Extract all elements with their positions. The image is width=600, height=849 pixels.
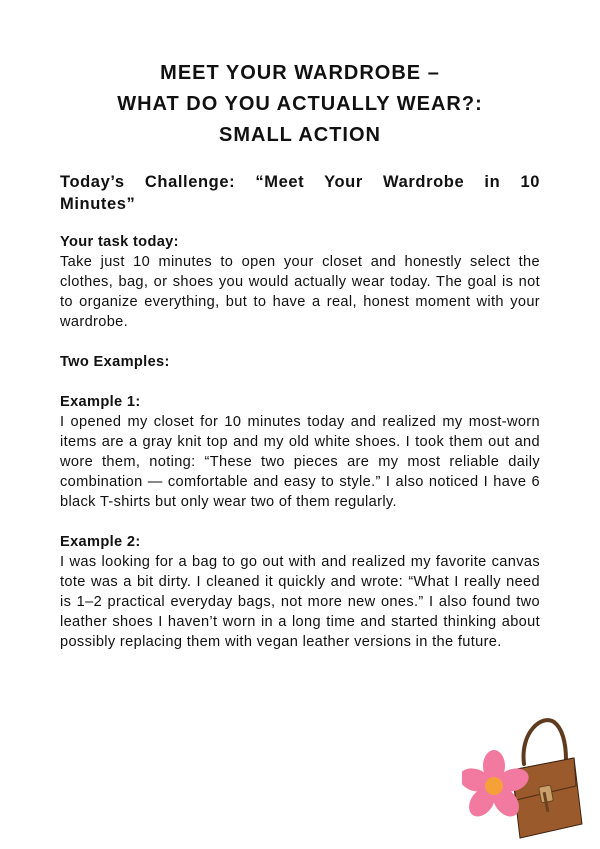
task-text: Take just 10 minutes to open your closet and honestly select the clothes, bag, or shoes you would actually wear today. The goal is not to organize everything, but to have a real, honest moment with your wardrobe. (60, 254, 540, 330)
spacer (60, 372, 540, 392)
challenge-heading: Today’s Challenge: “Meet Your Wardrobe in 10 Minutes” (60, 173, 540, 213)
bag-and-flower-illustration (462, 712, 592, 842)
page-title (40, 58, 560, 151)
example-2-label: Example 2: (60, 534, 141, 550)
illustration-svg (462, 712, 592, 842)
spacer (60, 332, 540, 352)
title-line-1: MEET YOUR WARDROBE – (160, 62, 440, 84)
example-1-label: Example 1: (60, 394, 141, 410)
example-2-text: I was looking for a bag to go out with and realized my favorite canvas tote was a bit dirty. I cleaned it quickly and wrote: “What I really need is 1–2 practical everyday bags, not more new ones.” I also found two leather shoes I haven’t worn in a long time and started thinking about possibly replacing them with vegan leather versions in the future. (60, 554, 540, 650)
content-body (60, 171, 540, 652)
title-line-2: WHAT DO YOU ACTUALLY WEAR?: (117, 93, 483, 115)
spacer (60, 512, 540, 532)
example-1-text: I opened my closet for 10 minutes today and realized my most-worn items are a gray knit top and my old white shoes. I took them out and wore them, noting: “These two pieces are my most reliable daily combination — comfortable and easy to style.” I also noticed I have 6 black T-shirts but only wear two of them regularly. (60, 414, 540, 510)
bag-strap (524, 720, 566, 764)
examples-heading: Two Examples: (60, 354, 170, 370)
title-line-3: SMALL ACTION (219, 124, 381, 146)
task-label: Your task today: (60, 234, 179, 250)
spacer (60, 215, 540, 232)
